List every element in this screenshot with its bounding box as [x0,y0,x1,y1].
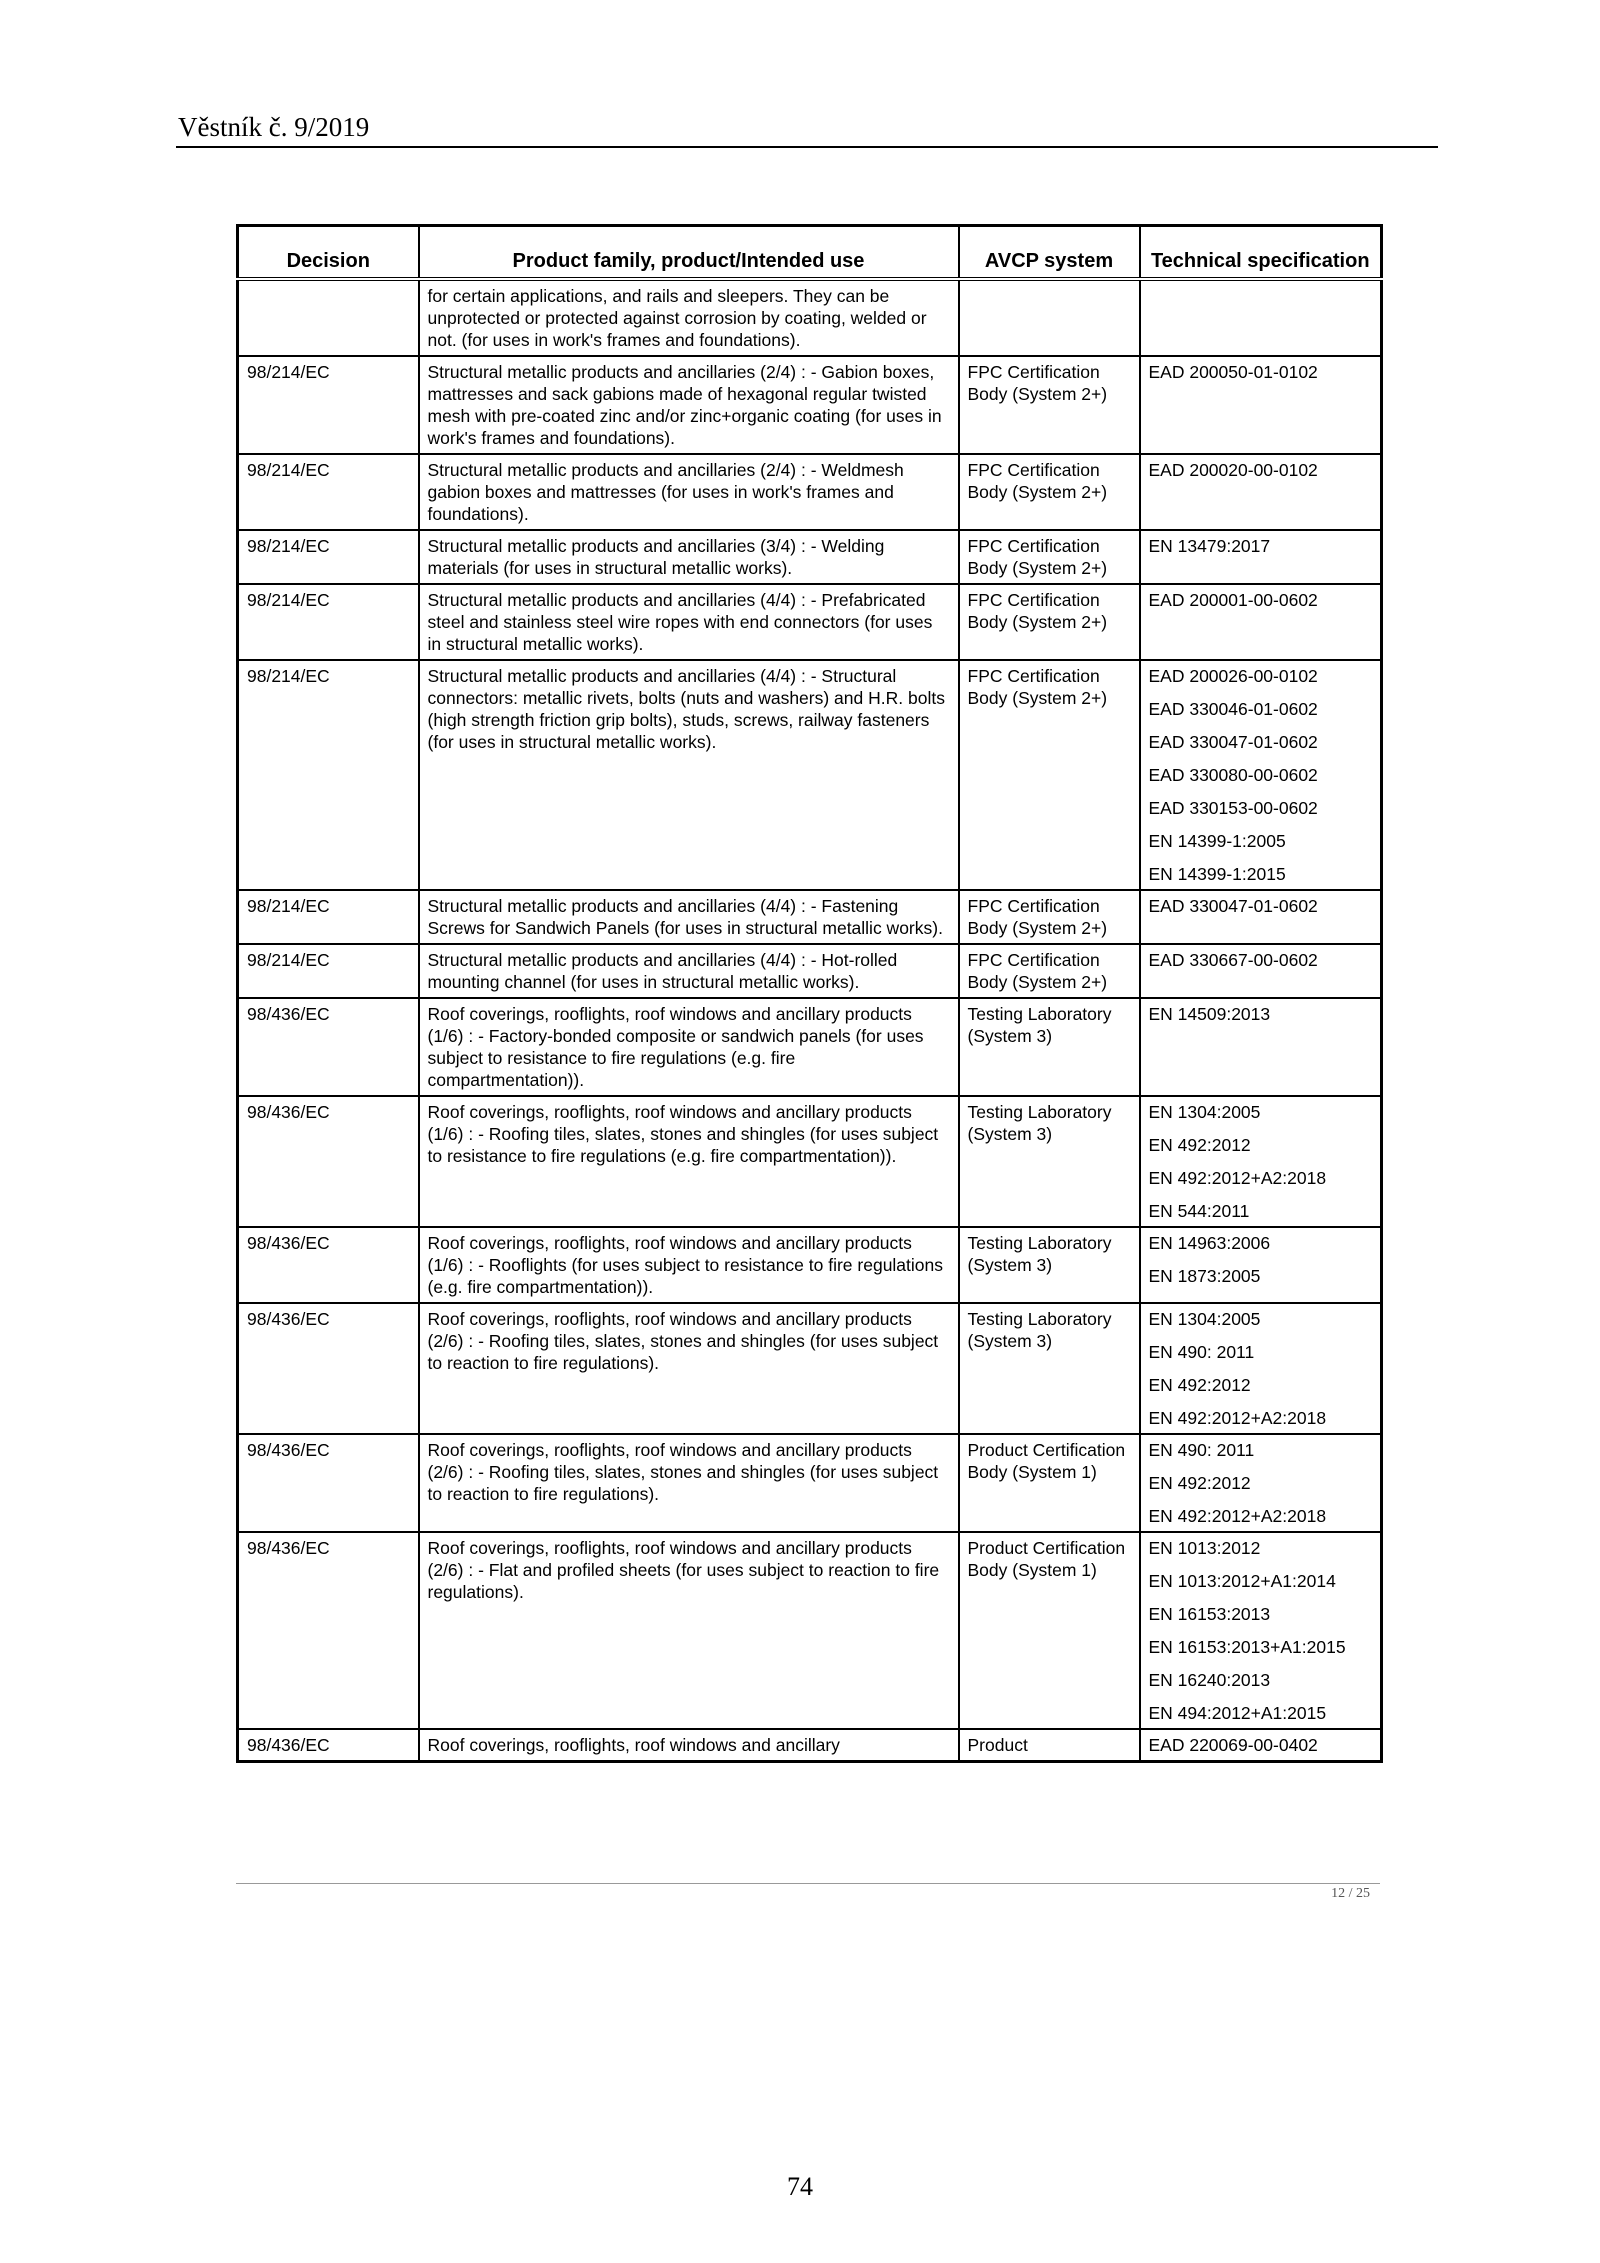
specification-cell [1140,584,1382,660]
specification-entry: EN 490: 2011 [1148,1342,1255,1362]
journal-title: Věstník č. 9/2019 [178,112,370,142]
specification-cell [1140,356,1382,454]
column-header-specification: Technical specification [1140,226,1382,280]
specification-cell [1140,998,1382,1096]
decision-cell [238,279,419,356]
table-row [238,660,1382,890]
table-body [238,279,1382,1762]
specification-cell [1140,890,1382,944]
product-cell: Structural metallic products and ancillaries (4/4) : - Prefabricated steel and stainless steel wire ropes with end connectors (for uses in structural metallic works). [419,584,959,660]
avcp-cell: FPC Certification Body (System 2+) [959,530,1140,584]
specification-entry: EAD 200020-00-0102 [1148,460,1318,480]
decision-cell: 98/214/EC [238,584,419,660]
product-cell: Structural metallic products and ancillaries (4/4) : - Structural connectors: metallic rivets, bolts (nuts and washers) and H.R. bolts (high strength friction grip bolts), studs, screws, railway fasteners (for uses in structural metallic works). [419,660,959,890]
product-cell: Structural metallic products and ancillaries (2/4) : - Gabion boxes, mattresses and sack gabions made of hexagonal regular twisted mesh with pre-coated zinc and/or zinc+organic coating (for uses in work's frames and foundations). [419,356,959,454]
avcp-cell: Testing Laboratory (System 3) [959,1227,1140,1303]
avcp-cell: FPC Certification Body (System 2+) [959,890,1140,944]
decision-cell: 98/436/EC [238,1096,419,1227]
avcp-cell: FPC Certification Body (System 2+) [959,454,1140,530]
table-row [238,998,1382,1096]
specification-entry: EN 1873:2005 [1148,1266,1261,1286]
specification-entry: EN 14509:2013 [1148,1004,1271,1024]
footer-rule [236,1883,1380,1884]
table-row [238,1434,1382,1532]
avcp-cell: FPC Certification Body (System 2+) [959,356,1140,454]
product-cell: Roof coverings, rooflights, roof windows and ancillary products (2/6) : - Flat and profiled sheets (for uses subject to reaction to fire regulations). [419,1532,959,1729]
specification-entry: EN 16153:2013+A1:2015 [1148,1637,1346,1657]
specification-entry: EN 544:2011 [1148,1201,1250,1221]
specification-entry: EN 492:2012 [1148,1473,1251,1493]
decision-cell: 98/214/EC [238,356,419,454]
table-row [238,890,1382,944]
specification-entry: EN 14963:2006 [1148,1233,1271,1253]
specification-cell [1140,454,1382,530]
specification-entry: EN 1013:2012 [1148,1538,1261,1558]
table-row [238,356,1382,454]
table-row [238,454,1382,530]
specification-entry: EAD 200050-01-0102 [1148,362,1318,382]
decision-cell: 98/436/EC [238,1532,419,1729]
table-row [238,1532,1382,1729]
specification-cell [1140,660,1382,890]
specification-entry: EAD 200001-00-0602 [1148,590,1318,610]
specification-entry: EAD 220069-00-0402 [1148,1735,1318,1755]
specification-entry: EN 14399-1:2015 [1148,864,1286,884]
product-cell: Roof coverings, rooflights, roof windows and ancillary products (1/6) : - Rooflights (for uses subject to resistance to fire regulations (e.g. fire compartmentation)). [419,1227,959,1303]
avcp-cell [959,279,1140,356]
table-header-row [238,226,1382,280]
product-cell: for certain applications, and rails and sleepers. They can be unprotected or protected against corrosion by coating, welded or not. (for uses in work's frames and foundations). [419,279,959,356]
specification-entry: EAD 330153-00-0602 [1148,798,1318,818]
avcp-cell: FPC Certification Body (System 2+) [959,660,1140,890]
decision-cell: 98/214/EC [238,660,419,890]
specification-entry: EN 494:2012+A1:2015 [1148,1703,1327,1723]
table-row [238,584,1382,660]
avcp-cell: FPC Certification Body (System 2+) [959,584,1140,660]
avcp-cell: Product Certification Body (System 1) [959,1532,1140,1729]
product-cell: Roof coverings, rooflights, roof windows and ancillary products (2/6) : - Roofing tiles, slates, stones and shingles (for uses subject to reaction to fire regulations). [419,1434,959,1532]
column-header-avcp: AVCP system [959,226,1140,280]
page-of-total: 12 / 25 [1331,1886,1370,1901]
decision-cell: 98/436/EC [238,1227,419,1303]
specification-entry: EN 1013:2012+A1:2014 [1148,1571,1336,1591]
specification-entry: EN 1304:2005 [1148,1102,1261,1122]
product-cell: Roof coverings, rooflights, roof windows and ancillary products (2/6) : - Roofing tiles, slates, stones and shingles (for uses subject to reaction to fire regulations). [419,1303,959,1434]
decision-cell: 98/436/EC [238,1434,419,1532]
product-cell: Structural metallic products and ancillaries (4/4) : - Hot-rolled mounting channel (for uses in structural metallic works). [419,944,959,998]
specification-entry: EAD 330047-01-0602 [1148,896,1318,916]
table-row [238,944,1382,998]
specification-cell [1140,1227,1382,1303]
avcp-cell: Testing Laboratory (System 3) [959,1303,1140,1434]
specification-entry: EAD 330667-00-0602 [1148,950,1318,970]
avcp-cell: Testing Laboratory (System 3) [959,1096,1140,1227]
product-cell: Roof coverings, rooflights, roof windows and ancillary products (1/6) : - Roofing tiles, slates, stones and shingles (for uses subject to resistance to fire regulations (e.g. fire compartmentation)). [419,1096,959,1227]
specification-entry: EN 492:2012+A2:2018 [1148,1506,1327,1526]
decision-cell: 98/214/EC [238,944,419,998]
specification-entry: EN 14399-1:2005 [1148,831,1286,851]
table-row [238,1729,1382,1762]
specification-cell [1140,944,1382,998]
avcp-cell: FPC Certification Body (System 2+) [959,944,1140,998]
specification-cell [1140,1096,1382,1227]
table-row [238,530,1382,584]
decision-cell: 98/436/EC [238,998,419,1096]
header-rule [176,146,1438,148]
specification-entry: EAD 330047-01-0602 [1148,732,1318,752]
specification-cell [1140,1532,1382,1729]
avcp-cell: Product [959,1729,1140,1762]
avcp-cell: Product Certification Body (System 1) [959,1434,1140,1532]
page-number: 74 [787,2172,813,2201]
specification-cell [1140,1729,1382,1762]
column-header-decision: Decision [238,226,419,280]
specification-cell [1140,1434,1382,1532]
specification-entry: EN 16240:2013 [1148,1670,1271,1690]
avcp-cell: Testing Laboratory (System 3) [959,998,1140,1096]
product-cell: Structural metallic products and ancillaries (2/4) : - Weldmesh gabion boxes and mattresses (for uses in work's frames and foundations). [419,454,959,530]
specification-entry: EN 1304:2005 [1148,1309,1261,1329]
specification-entry: EAD 330080-00-0602 [1148,765,1318,785]
specification-entry: EN 492:2012 [1148,1375,1251,1395]
specification-entry: EN 492:2012+A2:2018 [1148,1408,1327,1428]
decision-cell: 98/436/EC [238,1303,419,1434]
table-row [238,279,1382,356]
specification-entry: EN 490: 2011 [1148,1440,1255,1460]
specification-entry: EAD 200026-00-0102 [1148,666,1318,686]
decision-cell: 98/214/EC [238,454,419,530]
product-cell: Structural metallic products and ancillaries (4/4) : - Fastening Screws for Sandwich Panels (for uses in structural metallic works). [419,890,959,944]
table-row [238,1096,1382,1227]
table-row [238,1303,1382,1434]
specification-cell [1140,1303,1382,1434]
decisions-table [236,224,1383,1763]
specification-cell [1140,279,1382,356]
product-cell: Roof coverings, rooflights, roof windows and ancillary products (1/6) : - Factory-bonded composite or sandwich panels (for uses subject to resistance to fire regulations (e.g. fire compartmentation)). [419,998,959,1096]
specification-entry: EAD 330046-01-0602 [1148,699,1318,719]
specification-entry: EN 492:2012 [1148,1135,1251,1155]
specification-entry: EN 13479:2017 [1148,536,1271,556]
specification-entry: EN 492:2012+A2:2018 [1148,1168,1327,1188]
column-header-product: Product family, product/Intended use [419,226,959,280]
product-cell: Roof coverings, rooflights, roof windows and ancillary [419,1729,959,1762]
specification-entry: EN 16153:2013 [1148,1604,1271,1624]
product-cell: Structural metallic products and ancillaries (3/4) : - Welding materials (for uses in structural metallic works). [419,530,959,584]
decision-cell: 98/214/EC [238,530,419,584]
decision-cell: 98/436/EC [238,1729,419,1762]
specification-cell [1140,530,1382,584]
decision-cell: 98/214/EC [238,890,419,944]
table-row [238,1227,1382,1303]
